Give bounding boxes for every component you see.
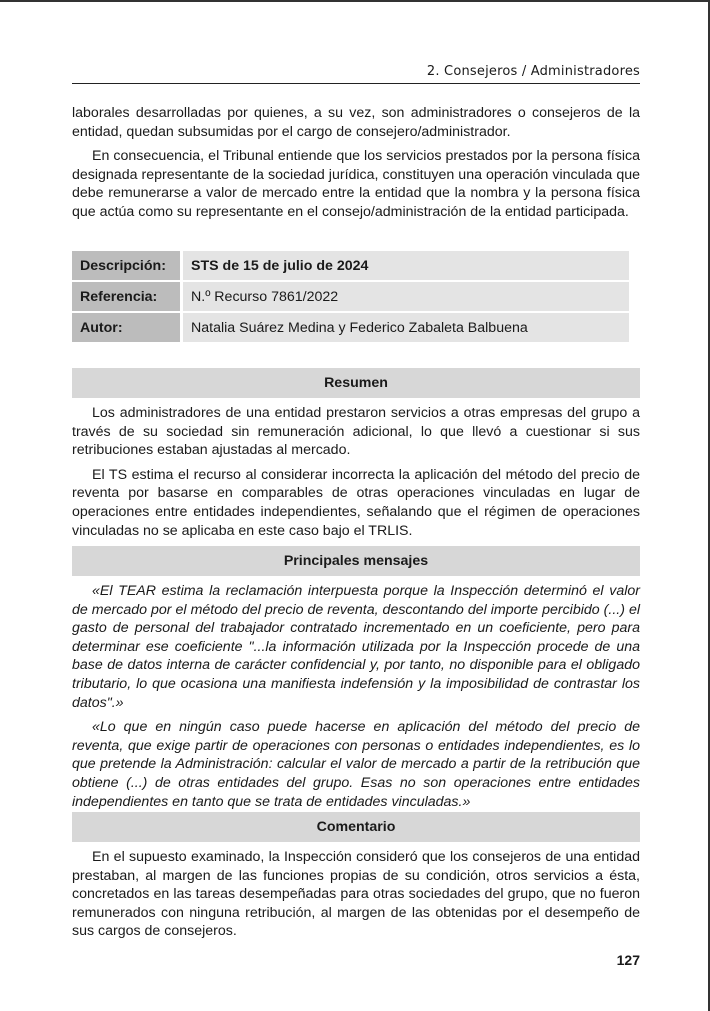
header-rule <box>72 83 640 84</box>
mensajes-text <box>72 582 640 811</box>
page-number: 127 <box>616 952 640 968</box>
metadata-value: Natalia Suárez Medina y Federico Zabaleta Balbuena <box>180 313 629 342</box>
intro-text <box>72 104 640 222</box>
case-metadata-table <box>72 249 629 344</box>
table-row <box>72 282 629 311</box>
section-heading-comentario: Comentario <box>72 812 640 842</box>
section-heading-resumen: Resumen <box>72 368 640 398</box>
resumen-paragraph: El TS estima el recurso al considerar incorrecta la aplicación del método del precio de reventa por basarse en comparables de otras operaciones vinculadas en lugar de operaciones entre entidades independientes, señalando que el régimen de operaciones vinculadas no se aplicaba en este caso bajo el TRLIS. <box>72 466 640 539</box>
page-frame-top <box>0 0 710 2</box>
metadata-key: Referencia: <box>72 282 180 311</box>
intro-paragraph: En consecuencia, el Tribunal entiende que los servicios prestados por la persona física designada representante de la sociedad jurídica, constituyen una operación vinculada que debe remunerarse a valor de mercado entre la entidad que la nombra y la persona física que actúa como su representante en el consejo/administración de la entidad participada. <box>72 148 640 220</box>
table-row <box>72 251 629 280</box>
running-header: 2. Consejeros / Administradores <box>426 64 640 79</box>
comentario-paragraph: En el supuesto examinado, la Inspección consideró que los consejeros de una entidad prestaban, al margen de las funciones propias de su condición, otros servicios a ésta, concretados en las tareas desempeñadas para otras sociedades del grupo, que no fueron remunerados con ninguna retribución, al margen de las obtenidas por el desempeño de sus cargos de consejeros. <box>72 849 640 940</box>
metadata-value: STS de 15 de julio de 2024 <box>180 251 629 280</box>
resumen-paragraph: Los administradores de una entidad prestaron servicios a otras empresas del grupo a través de su sociedad sin remuneración adicional, lo que llevó a cuestionar si sus retribuciones estaban ajustadas al mercado. <box>72 405 640 459</box>
table-row <box>72 313 629 342</box>
resumen-text <box>72 404 640 540</box>
metadata-key: Descripción: <box>72 251 180 280</box>
metadata-key: Autor: <box>72 313 180 342</box>
section-heading-mensajes: Principales mensajes <box>72 546 640 576</box>
quote-paragraph: «El TEAR estima la reclamación interpuesta porque la Inspección determinó el valor de mercado por el método del precio de reventa, descontando del importe percibido (...) el gasto de personal del trabajador contratado incrementado en un coeficiente, pero para determinar ese coeficiente "...la información utilizada por la Inspección procede de una base de datos interna de carácter confidencial y, por tanto, no disponible para el obligado tributario, lo que ocasiona una manifiesta indefensión y la imposibilidad de contrastar los datos".» <box>72 583 640 711</box>
intro-paragraph: laborales desarrolladas por quienes, a su vez, son administradores o consejeros de la entidad, quedan subsumidas por el cargo de consejero/administrador. <box>72 105 640 140</box>
metadata-value: N.º Recurso 7861/2022 <box>180 282 629 311</box>
quote-paragraph: «Lo que en ningún caso puede hacerse en aplicación del método del precio de reventa, que exige partir de operaciones con personas o entidades independientes, es lo que pretende la Administración: calcular el valor de mercado a partir de la retribución que obtiene (...) de otras entidades del grupo. Esas no son operaciones entre entidades independientes en tanto que se trata de entidades vinculadas.» <box>72 719 640 810</box>
comentario-text <box>72 848 640 941</box>
